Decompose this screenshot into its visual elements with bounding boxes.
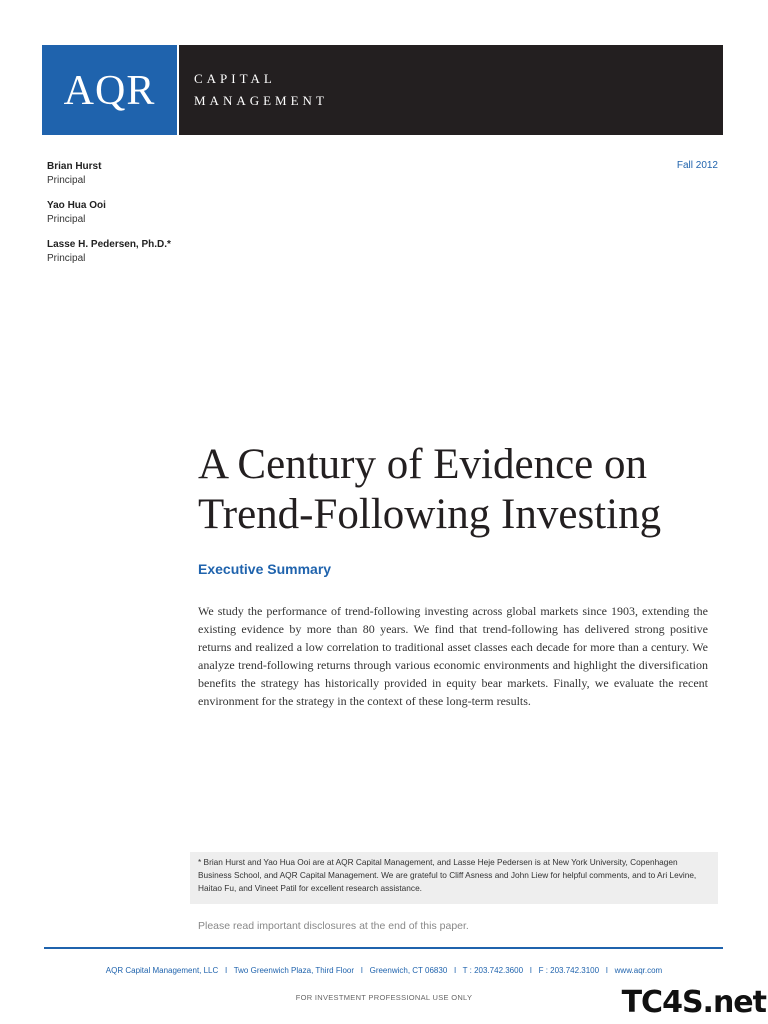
author-name: Brian Hurst: [47, 161, 102, 172]
author-entry: [47, 238, 171, 266]
author-name: Yao Hua Ooi: [47, 200, 106, 211]
author-list: [47, 160, 171, 277]
watermark-text: TC4S.net: [621, 985, 766, 1020]
title-line-2: Trend-Following Investing: [198, 491, 662, 538]
executive-summary-text: We study the performance of trend-following investing across global markets since 1903, extending the existing evidence by more than 80 years. We find that trend-following has delivered strong positive returns and realized a low correlation to traditional asset classes each decade for more than a century. We analyze trend-following returns through various economic environments and highlight the diversification benefits the strategy has historically provided in equity bear markets. Finally, we evaluate the recent environment for the strategy in the context of these long-term results.: [198, 604, 708, 708]
logo-divider: [177, 45, 179, 135]
disclosure-note: Please read important disclosures at the end of this paper.: [198, 920, 469, 932]
contact-line: AQR Capital Management, LLC I Two Greenwich Plaza, Third Floor I Greenwich, CT 06830 I T : 203.742.3600 I F : 203.742.3100 I www.aqr.com: [105, 966, 663, 975]
author-entry: [47, 199, 171, 227]
author-footnote: * Brian Hurst and Yao Hua Ooi are at AQR Capital Management, and Lasse Heje Pedersen is at New York University, Copenhagen Business School, and AQR Capital Management. We are grateful to Cliff Asness and John Liew for helpful comments, and to Ari Levine, Haitao Fu, and Vineet Patil for excellent research assistance.: [190, 852, 718, 904]
author-name: Lasse H. Pedersen, Ph.D.*: [47, 239, 171, 250]
author-role: Principal: [47, 253, 86, 264]
header-banner: [42, 45, 723, 135]
section-heading: Executive Summary: [198, 561, 332, 577]
paper-title: [198, 440, 738, 540]
tagline-management: MANAGEMENT: [194, 93, 328, 108]
author-entry: [47, 160, 171, 188]
logo-text: AQR: [63, 68, 156, 114]
title-line-1: A Century of Evidence on: [198, 441, 648, 488]
footer-rule: [44, 947, 723, 949]
publication-date: Fall 2012: [676, 160, 718, 171]
author-role: Principal: [47, 175, 86, 186]
usage-notice: FOR INVESTMENT PROFESSIONAL USE ONLY: [295, 993, 473, 1002]
aqr-logo: [42, 45, 177, 135]
author-role: Principal: [47, 214, 86, 225]
tagline-capital: CAPITAL: [194, 71, 276, 86]
